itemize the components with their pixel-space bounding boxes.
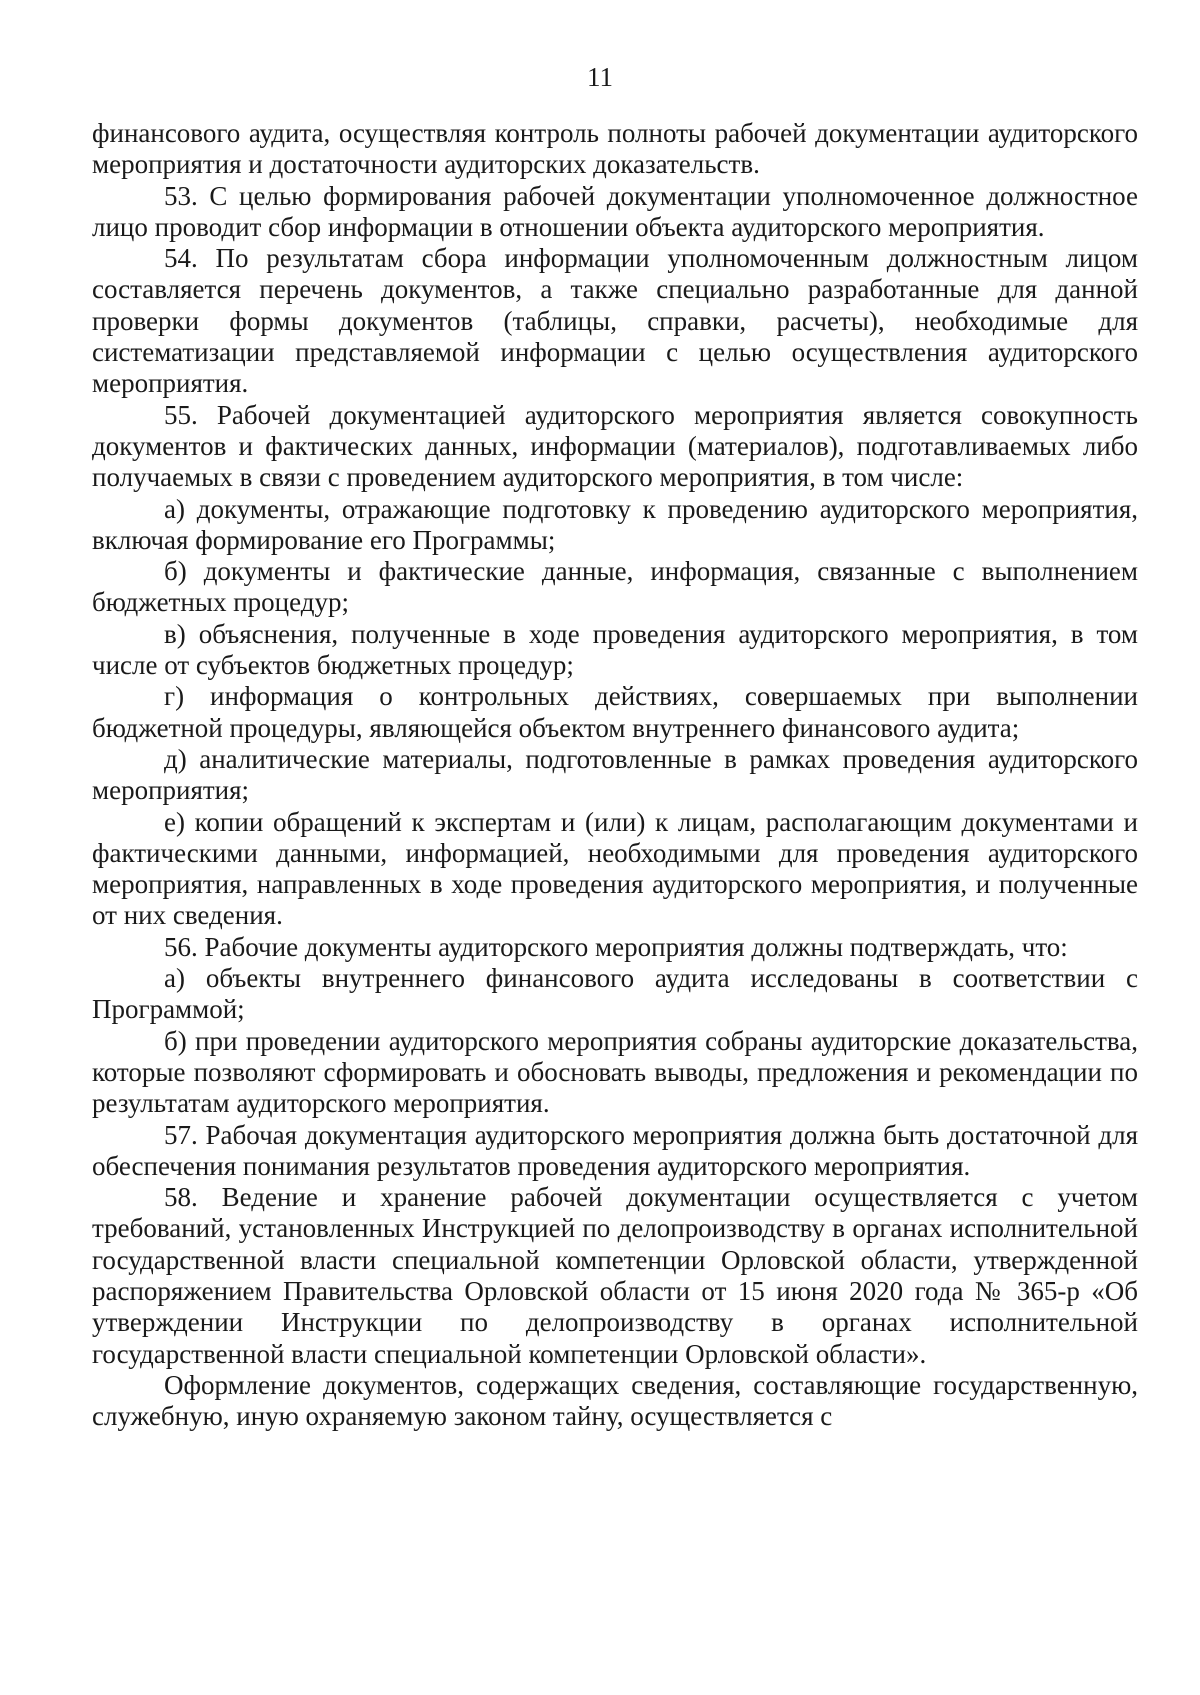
list-item-d: д) аналитические материалы, подготовленные в рамках проведения аудиторского мероприятия; <box>92 743 1138 806</box>
paragraph-continuation: финансового аудита, осуществляя контроль полноты рабочей документации аудиторского мероприятия и достаточности аудиторских доказательств. <box>92 118 1138 180</box>
list-item-a: а) документы, отражающие подготовку к проведению аудиторского мероприятия, включая формирование его Программы; <box>92 493 1138 555</box>
paragraph-final: Оформление документов, содержащих сведения, составляющие государственную, служебную, иную охраняемую законом тайну, осуществляется с <box>92 1369 1138 1432</box>
document-body <box>92 118 1138 1432</box>
page-number: 11 <box>587 62 613 92</box>
list-item-56-a: а) объекты внутреннего финансового аудита исследованы в соответствии с Программой; <box>92 963 1138 1025</box>
paragraph-55: 55. Рабочей документацией аудиторского мероприятия является совокупность документов и фактических данных, информации (материалов), подготавливаемых либо получаемых в связи с проведением аудиторского мероприятия, в том числе: <box>92 399 1138 493</box>
paragraph-56: 56. Рабочие документы аудиторского мероприятия должны подтверждать, что: <box>164 931 1068 962</box>
paragraph-53: 53. С целью формирования рабочей документации уполномоченное должностное лицо проводит сбор информации в отношении объекта аудиторского мероприятия. <box>92 180 1138 242</box>
paragraph-58: 58. Ведение и хранение рабочей документации осуществляется с учетом требований, установленных Инструкцией по делопроизводству в органах исполнительной государственной власти специальной компетенции Орловской области, утвержденной распоряжением Правительства Орловской области от 15 июня 2020 года № 365-р «Об утверждении Инструкции по делопроизводству в органах исполнительной государственной власти специальной компетенции Орловской области». <box>92 1182 1138 1369</box>
list-item-b: б) документы и фактические данные, информация, связанные с выполнением бюджетных процедур; <box>92 556 1138 618</box>
list-item-56-b: б) при проведении аудиторского мероприятия собраны аудиторские доказательства, которые позволяют сформировать и обосновать выводы, предложения и рекомендации по результатам аудиторского мероприятия. <box>92 1025 1138 1119</box>
list-item-v: в) объяснения, полученные в ходе проведения аудиторского мероприятия, в том числе от субъектов бюджетных процедур; <box>92 618 1138 681</box>
list-item-g: г) информация о контрольных действиях, совершаемых при выполнении бюджетной процедуры, являющейся объектом внутреннего финансового аудита; <box>92 681 1138 743</box>
paragraph-54: 54. По результатам сбора информации уполномоченным должностным лицом составляется перечень документов, а также специально разработанные для данной проверки формы документов (таблицы, справки, расчеты), необходимые для систематизации представляемой информации с целью осуществления аудиторского мероприятия. <box>92 243 1138 399</box>
list-item-e: е) копии обращений к экспертам и (или) к лицам, располагающим документами и фактическими данными, информацией, необходимыми для проведения аудиторского мероприятия, направленных в ходе проведения аудиторского мероприятия, и полученные от них сведения. <box>92 806 1138 931</box>
paragraph-57: 57. Рабочая документация аудиторского мероприятия должна быть достаточной для обеспечения понимания результатов проведения аудиторского мероприятия. <box>92 1119 1138 1181</box>
